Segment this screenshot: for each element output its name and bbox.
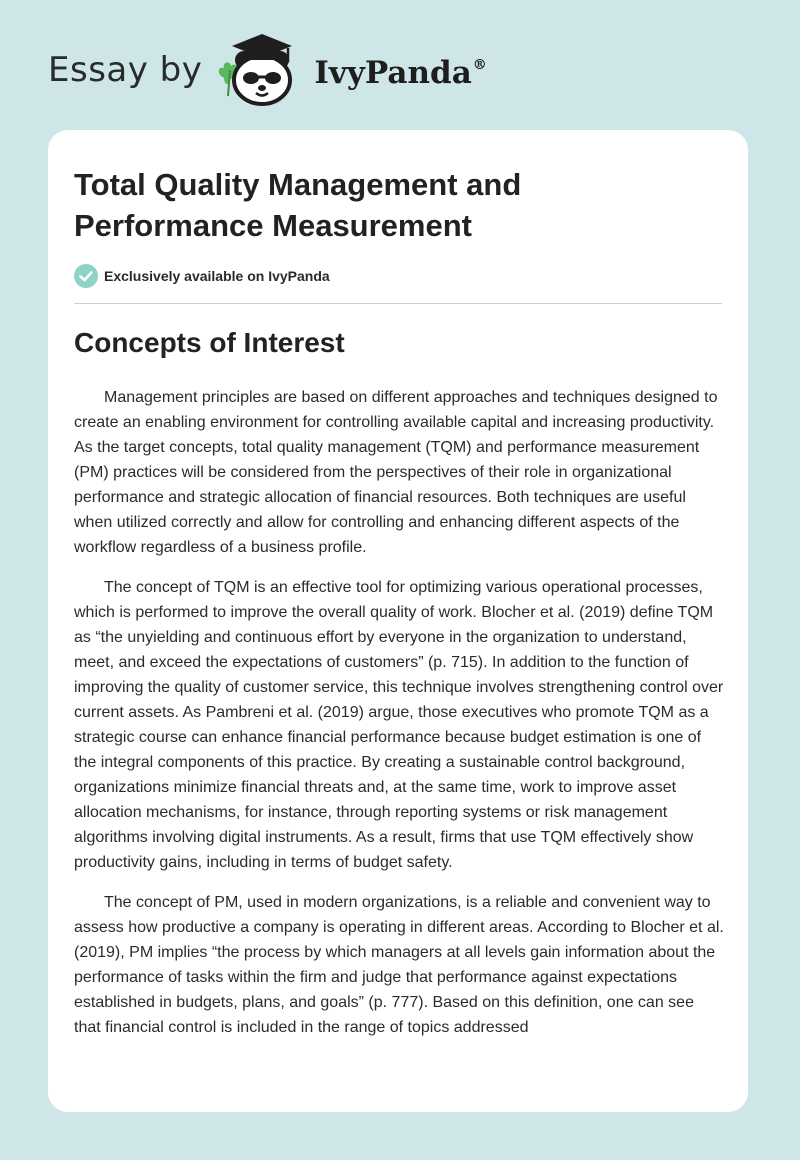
divider: [74, 303, 722, 304]
registered-mark: ®: [472, 57, 487, 73]
essay-card: [48, 130, 748, 1112]
paragraph: The concept of PM, used in modern organizations, is a reliable and convenient way to assess how productive a company is operating in different areas. According to Blocher et al. (2019), PM implies “the process by which managers at all levels gain information about the performance of tasks within the firm and judge that performance against expectations established in budgets, plans, and goals” (p. 777). Based on this definition, one can see that financial control is included in the range of topics addressed: [74, 894, 724, 1036]
section-heading: Concepts of Interest: [74, 327, 345, 358]
page-title: Total Quality Management and Performance Measurement: [74, 167, 522, 243]
paragraph: The concept of TQM is an effective tool for optimizing various operational processes, which is performed to improve the overall quality of work. Blocher et al. (2019) define TQM as “the unyielding and continuous effort by everyone in the organization to understand, meet, and exceed the expectations of customers” (p. 715). In addition to the function of improving the quality of customer service, this technique involves strengthening control over current assets. As Pambreni et al. (2019) argue, those executives who promote TQM as a strategic course can enhance financial performance because budget estimation is one of the integral components of this practice. By creating a sustainable control background, organizations minimize financial threats and, at the same time, work to improve asset allocation mechanisms, for instance, through reporting systems or risk management algorithms involving digital instruments. As a result, firms that use TQM effectively show productivity gains, including in terms of budget safety.: [74, 579, 724, 871]
check-circle-icon: [74, 264, 98, 288]
brand-name[interactable]: IvyPanda®: [314, 55, 487, 91]
essay-by-label: Essay by: [48, 50, 203, 90]
essay-body: [74, 385, 724, 1055]
site-header: [48, 30, 487, 110]
panda-graduate-icon[interactable]: [214, 30, 310, 110]
exclusive-badge: [74, 264, 330, 288]
badge-label: Exclusively available on IvyPanda: [104, 268, 330, 284]
paragraph: Management principles are based on different approaches and techniques designed to create an enabling environment for controlling available capital and increasing productivity. As the target concepts, total quality management (TQM) and performance measurement (PM) practices will be considered from the perspectives of their role in organizational performance and strategic allocation of financial resources. Both techniques are useful when utilized correctly and allow for controlling and enhancing different aspects of the workflow regardless of a business profile.: [74, 389, 718, 556]
